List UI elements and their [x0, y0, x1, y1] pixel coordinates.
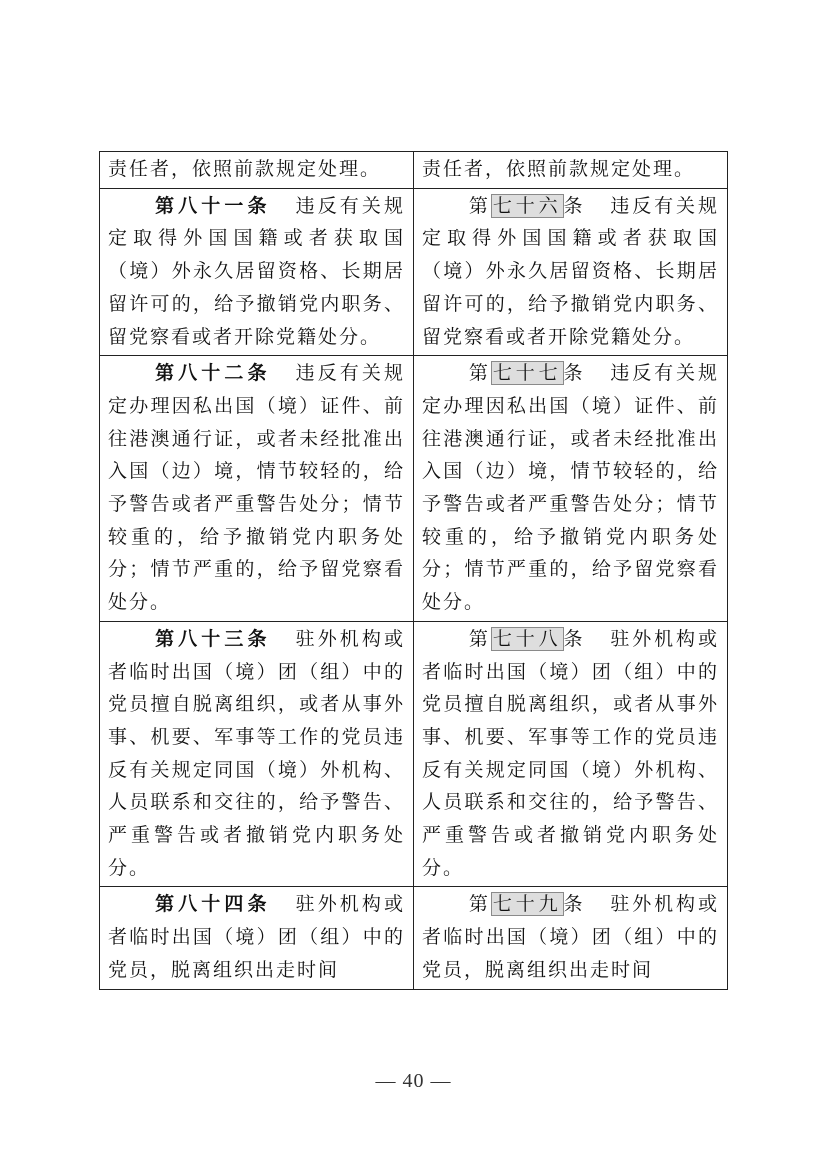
comparison-table [99, 151, 728, 990]
clause-text: 责任者，依照前款规定处理。 [108, 158, 382, 180]
left-cell [100, 152, 414, 189]
article-suffix: 条 [563, 194, 586, 217]
left-cell [100, 887, 414, 989]
right-cell [414, 356, 728, 622]
table-row [100, 887, 728, 989]
article-number: 第八十四条 [154, 893, 271, 916]
left-cell [100, 621, 414, 887]
table-row [100, 188, 728, 356]
right-cell [414, 887, 728, 989]
article-prefix: 第 [468, 362, 491, 385]
highlighted-article-number: 七十七 [492, 362, 562, 385]
left-cell [100, 188, 414, 356]
table-row [100, 621, 728, 887]
right-cell [414, 152, 728, 189]
article-number: 第八十三条 [154, 627, 271, 650]
table-row [100, 356, 728, 622]
clause-text: 违反有关规定取得外国国籍或者获取国（境）外永久居留资格、长期居留许可的，给予撤销党内职务、留党察看或者开除党籍处分。 [422, 194, 719, 348]
right-cell [414, 188, 728, 356]
clause-text: 驻外机构或者临时出国（境）团（组）中的党员擅自脱离组织，或者从事外事、机要、军事等工作的党员违反有关规定同国（境）外机构、人员联系和交往的，给予警告、严重警告或者撤销党内职务处分。 [422, 627, 719, 879]
article-suffix: 条 [563, 893, 586, 916]
left-cell [100, 356, 414, 622]
clause-text: 驻外机构或者临时出国（境）团（组）中的党员，脱离组织出走时间 [422, 893, 719, 981]
clause-text: 违反有关规定办理因私出国（境）证件、前往港澳通行证，或者未经批准出入国（边）境，情节较轻的，给予警告或者严重警告处分；情节较重的，给予撤销党内职务处分；情节严重的，给予留党察看处分。 [108, 362, 405, 614]
highlighted-article-number: 七十六 [492, 194, 562, 217]
highlighted-article-number: 七十九 [492, 893, 562, 916]
page-number: — 40 — [375, 1070, 452, 1092]
clause-text: 违反有关规定取得外国国籍或者获取国（境）外永久居留资格、长期居留许可的，给予撤销党内职务、留党察看或者开除党籍处分。 [108, 194, 405, 348]
article-prefix: 第 [468, 627, 491, 650]
article-suffix: 条 [563, 627, 586, 650]
article-number: 第八十二条 [154, 362, 271, 385]
clause-text: 责任者，依照前款规定处理。 [422, 158, 696, 180]
clause-text: 驻外机构或者临时出国（境）团（组）中的党员擅自脱离组织，或者从事外事、机要、军事等工作的党员违反有关规定同国（境）外机构、人员联系和交往的，给予警告、严重警告或者撤销党内职务处分。 [108, 627, 405, 879]
article-number: 第八十一条 [154, 194, 271, 217]
article-suffix: 条 [563, 362, 586, 385]
article-prefix: 第 [468, 893, 491, 916]
table-row [100, 152, 728, 189]
article-prefix: 第 [468, 194, 491, 217]
clause-text: 驻外机构或者临时出国（境）团（组）中的党员，脱离组织出走时间 [108, 893, 405, 981]
right-cell [414, 621, 728, 887]
clause-text: 违反有关规定办理因私出国（境）证件、前往港澳通行证，或者未经批准出入国（边）境，情节较轻的，给予警告或者严重警告处分；情节较重的，给予撤销党内职务处分；情节严重的，给予留党察看处分。 [422, 362, 719, 614]
highlighted-article-number: 七十八 [492, 627, 562, 650]
